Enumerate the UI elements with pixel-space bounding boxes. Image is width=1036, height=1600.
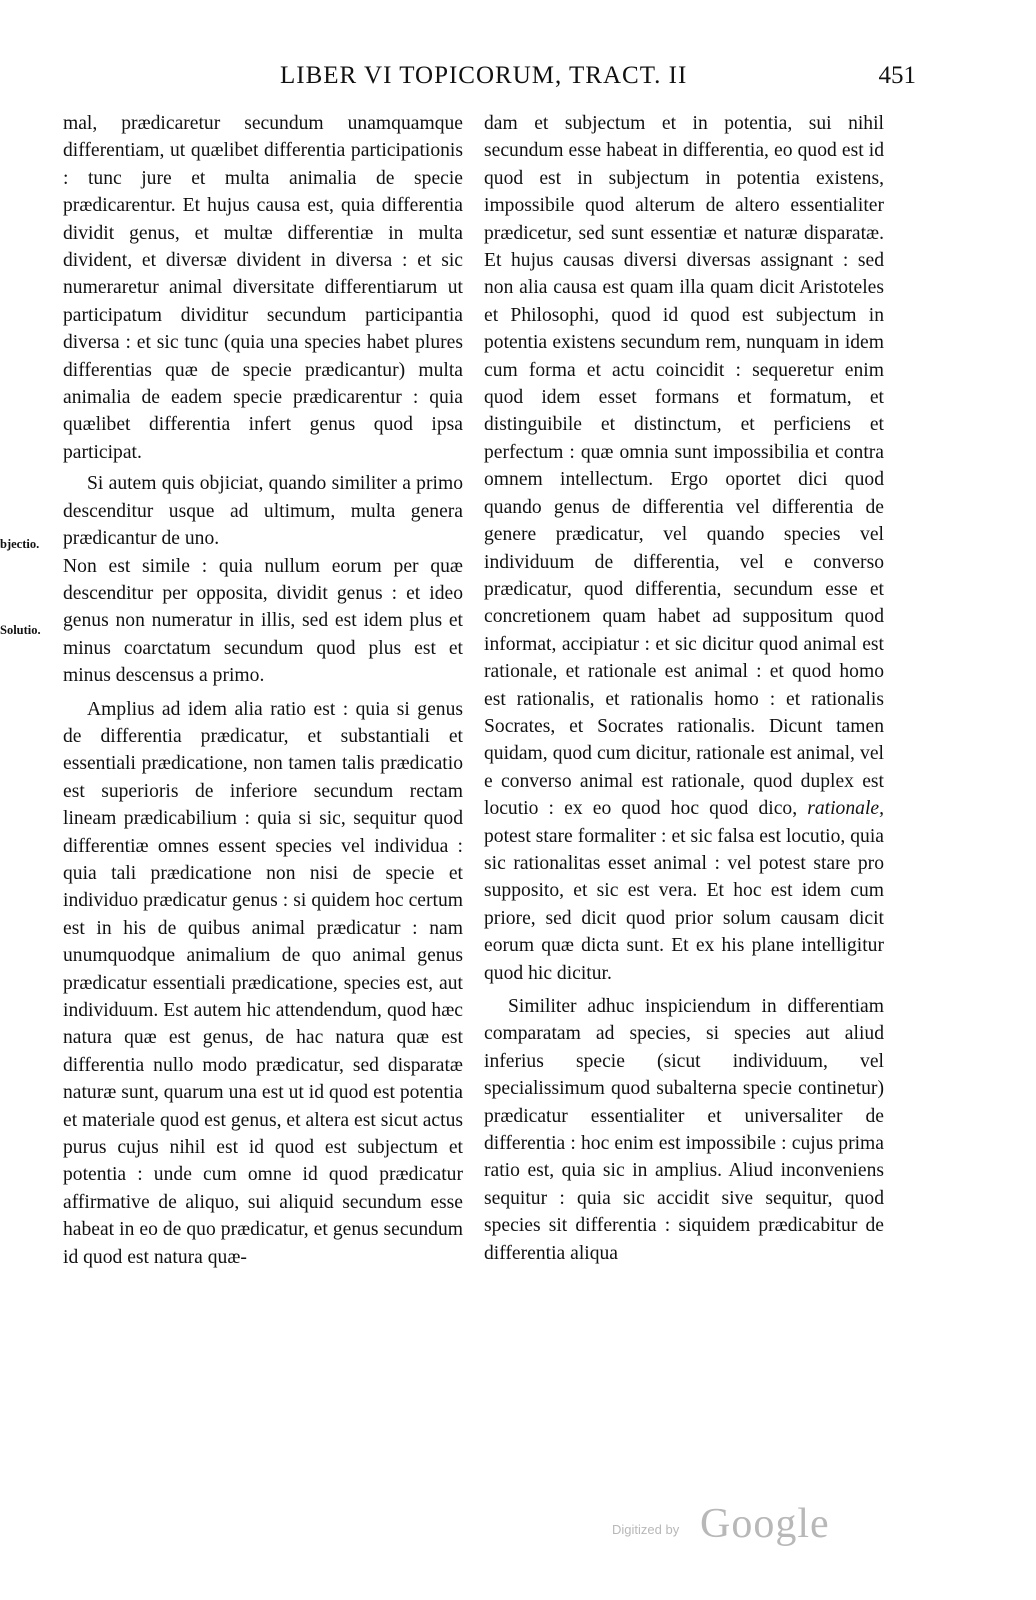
page-header <box>0 62 1036 102</box>
page-number: 451 <box>878 62 916 89</box>
right-paragraph-1-text-a: dam et subjectum et in potentia, sui nihil secundum esse habeat in differentia, eo quod est id quod est in subjectum in potentia existens, impossibile quod alterum de altero essentialiter prædicetur, sed sunt essentiæ et naturæ disparatæ. Et hujus causas diversi diversas assignant : sed non alia causa est quam illa quam dicit Aristoteles et Philosophi, quod id quod est subjectum in potentia existens secundum rem, nunquam in idem cum forma et actu coincidit : sequeretur enim quod idem esset formans et formatum, et distinguibile et distinctum, et perficiens et perfectum : quæ omnia sunt impossibilia et contra omnem intellectum. Ergo oportet dici quod quando genus de differentia vel differentia de genere prædicatur, vel quando species vel individuum de differentia, vel e converso prædicatur, quod differentia, secundum esse et concretionem quam habet ad suppositum quod informat, accipiatur : et sic dicitur quod animal est rationale, et rationale est animal : et quod homo est rationalis, et rationalis homo : et rationalis Socrates, et Socrates rationalis. Dicunt tamen quidam, quod cum dicitur, rationale est animal, vel e converso animal est rationale, quod duplex est locutio : ex eo quod hoc quod dico, <box>484 113 884 820</box>
left-paragraph-solutio: Non est simile : quia nullum eorum per quæ descenditur per opposita, dividit genus : et ideo genus non numeratur in illis, sed est idem plus et minus coarctatum secundum quod plus est et minus descensus a primo. <box>63 555 463 687</box>
right-paragraph-1-text-b: potest stare formaliter : et sic falsa est locutio, quia sic rationalitas esset animal : vel potest stare pro supposito, et sic est vera. Et hoc est idem cum priore, sed dicit quod prior solum causam dicit eorum quæ dicta sunt. Et ex his plane intelligitur quod hic dicitur. <box>484 825 884 984</box>
google-logo: Google <box>700 1501 830 1547</box>
left-column <box>63 110 463 1271</box>
left-paragraph-amplius: Amplius ad idem alia ratio est : quia si genus de differentia prædicatur, et substantiali et essentiali prædicatione, non tamen talis prædicatio est superioris de inferiore secundum rectam lineam prædicabilium : quia si sic, sequitur quod differentiæ omnes essent species vel individua : quia tali prædicatione non nisi de specie et individuo prædicatur genus : si quidem hoc certum est in his de quibus animal prædicatur : nam unumquodque animalium de quo animal genus prædicatur essentiali prædicatione, species est, aut individuum. Est autem hic attendendum, quod hæc natura quæ est genus, de hac natura quæ est differentia nullo modo prædicatur, sed disparatæ naturæ sunt, quarum una est ut id quod est potentia et materiale quod est genus, et altera est sicut actus purus cujus nihil est id quod est subjectum et potentia : unde cum omne id quod prædicatur affirmative de aliquo, sui aliquid secundum esse habeat in eo de quo prædicatur, et genus secundum id quod est natura quæ- <box>63 698 463 1268</box>
margin-note-solutio: Solutio. <box>0 623 41 637</box>
watermark-prefix: Digitized by <box>612 1522 680 1537</box>
right-paragraph-similiter: Similiter adhuc inspiciendum in differentiam comparatam ad species, si species aut aliud inferius specie (sicut individuum, vel specialissimum quod subalterna specie continetur) prædicatur essentialiter et universaliter de differentia : hoc enim est impossibile : cujus prima ratio est, quia sic in amplius. Aliud inconveniens sequitur : quia sic accidit sive sequitur, quod species sit differentia : siquidem prædicabitur de differentia aliqua <box>484 996 884 1264</box>
running-head: LIBER VI TOPICORUM, TRACT. II <box>280 62 688 89</box>
left-paragraph-objectio: Si autem quis objiciat, quando similiter a primo descenditur usque ad ultimum, multa genera prædicantur de uno. <box>63 473 463 550</box>
right-column <box>484 110 884 1267</box>
left-paragraph-1: mal, prædicaretur secundum unamquamque differentiam, ut quælibet differentia participationis : tunc jure et multa animalia de specie prædicarentur. Et hujus causa est, quia differentia dividit genus, et multæ differentiæ in multa divident, et diversæ divident in diversa : et sic numeraretur animal diversitate differentiarum ut participatum dividitur secundum participantia diversa : et sic tunc (quia una species habet plures differentias quæ de specie prædicantur) multa animalia de eadem specie prædicarentur : quia quælibet differentia infert genus quod ipsa participat. <box>63 113 463 463</box>
right-paragraph-1 <box>484 110 884 987</box>
margin-note-objectio: bjectio. <box>0 537 40 551</box>
italic-term: rationale, <box>807 798 884 820</box>
